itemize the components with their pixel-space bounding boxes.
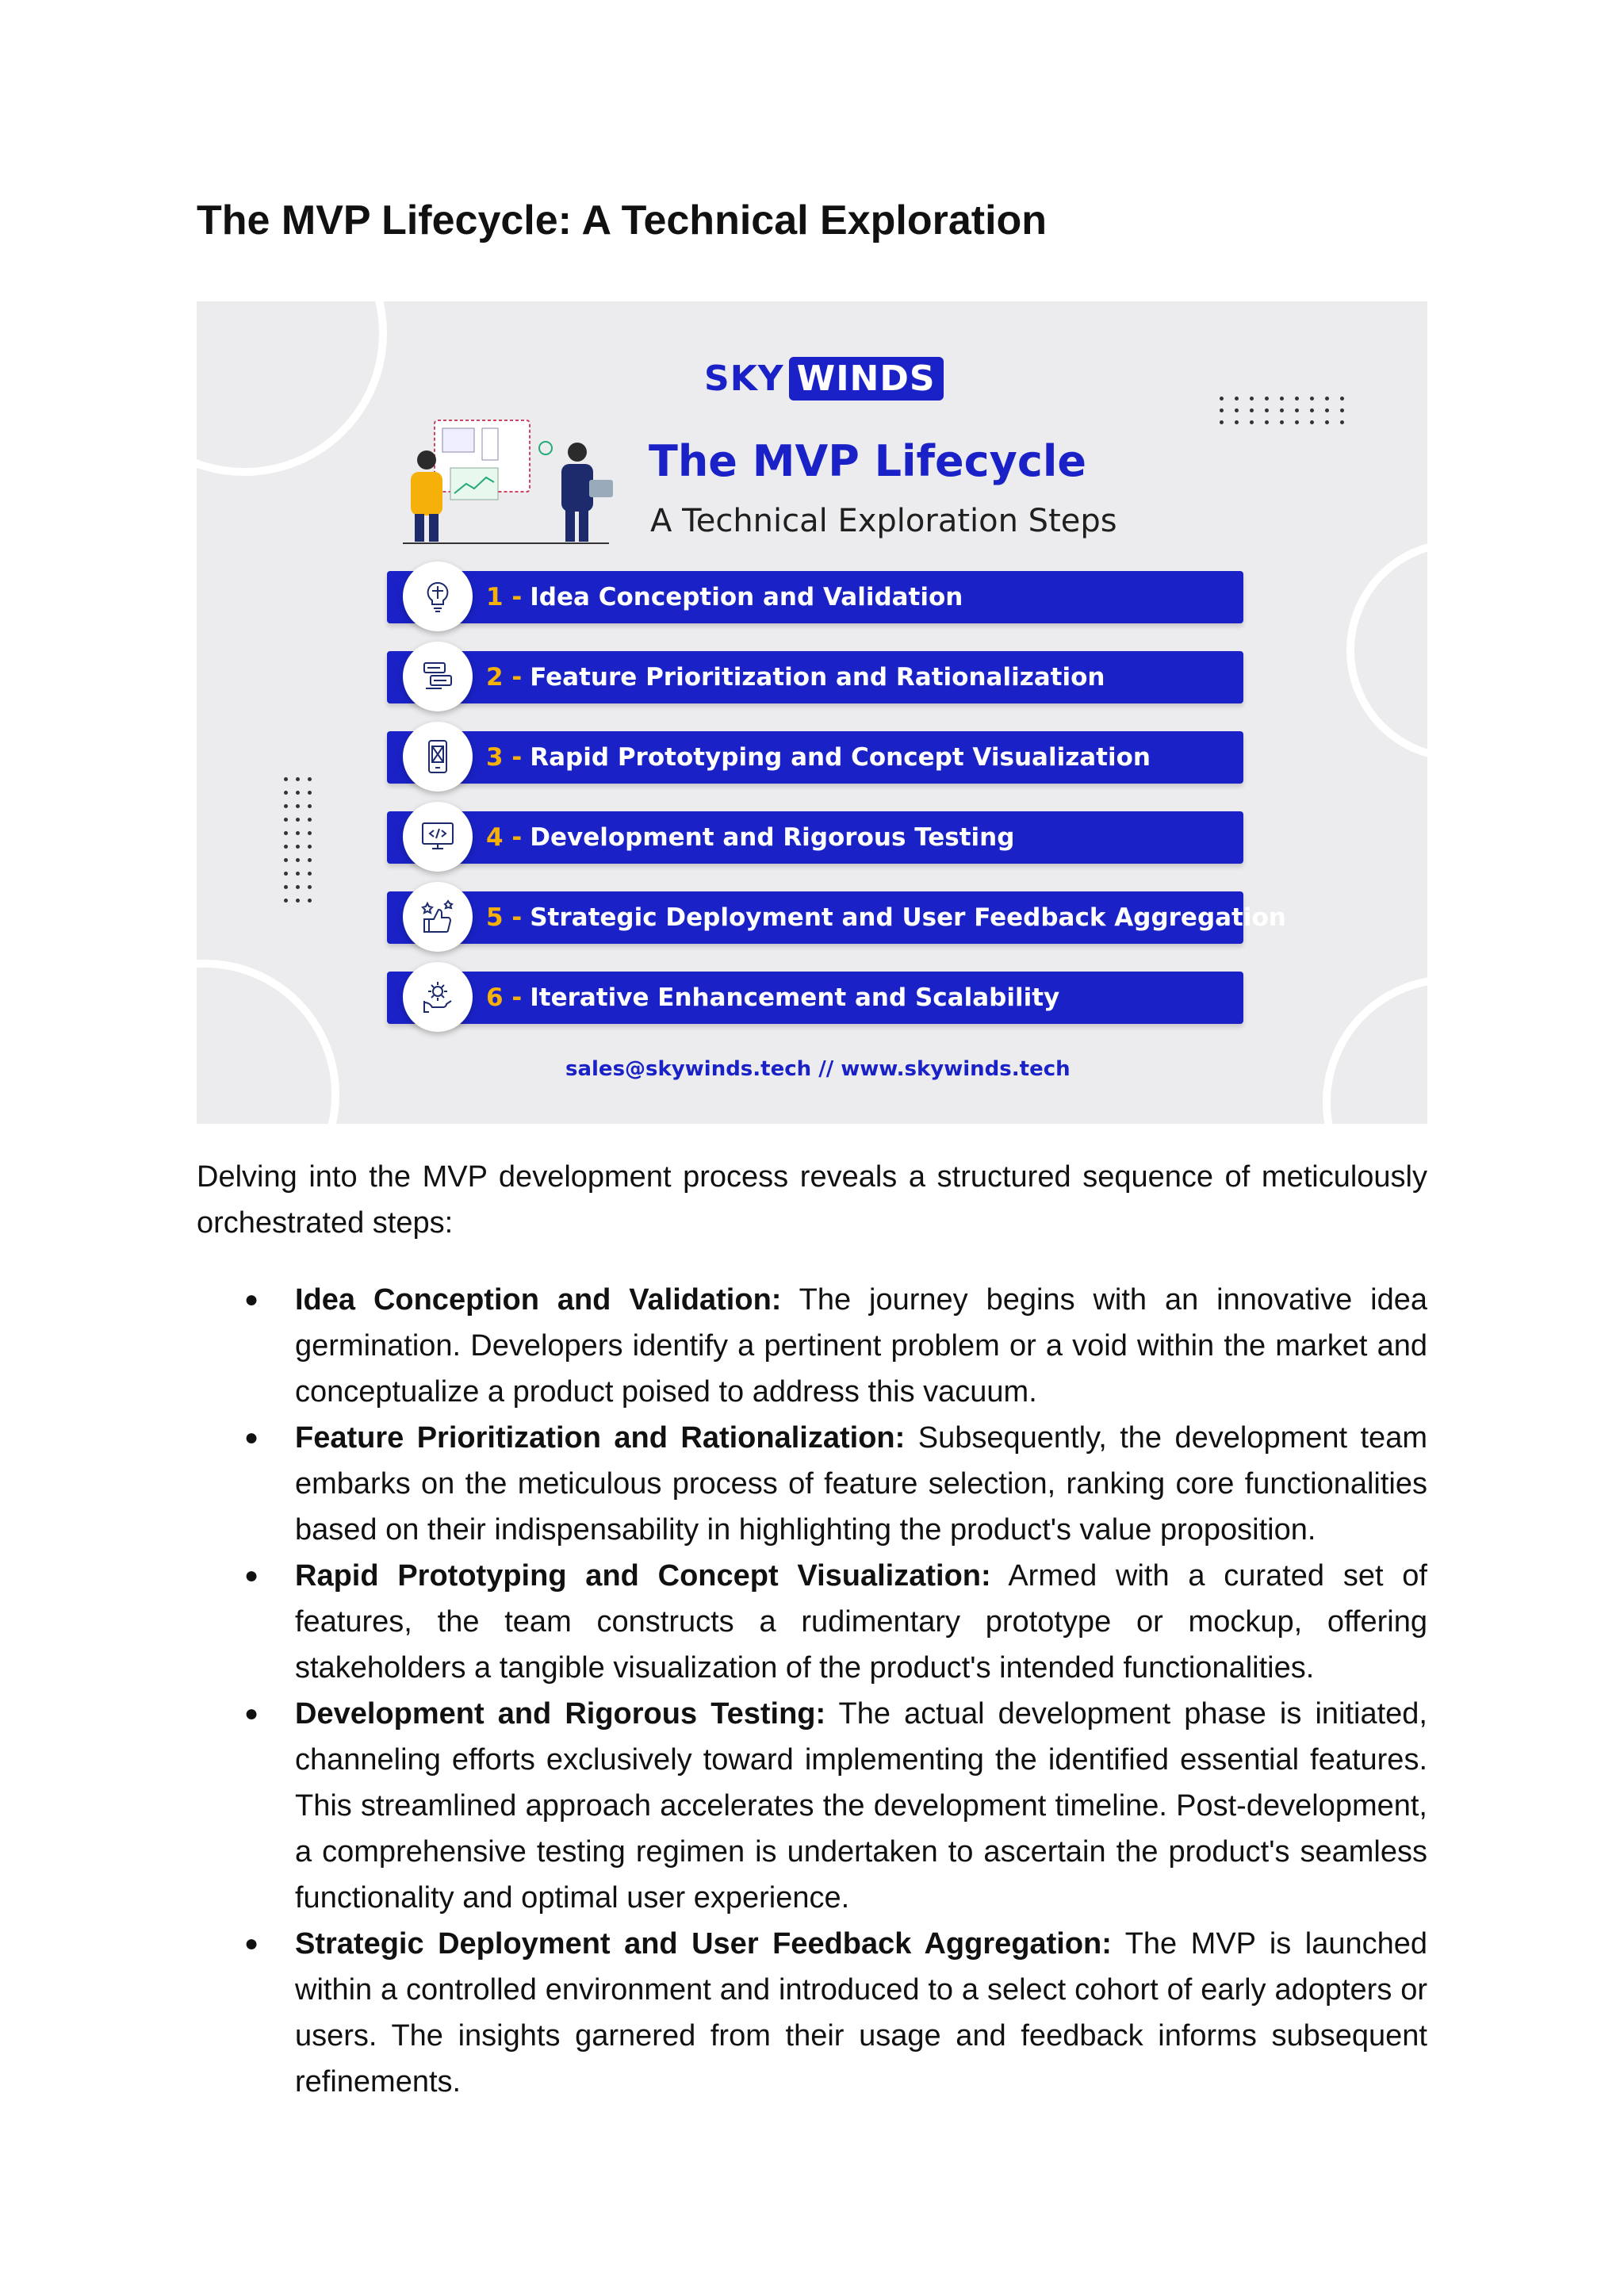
- step-item: [387, 891, 1286, 944]
- step-text: Feature Prioritization and Rationalization: [530, 663, 1105, 692]
- brain-bulb-icon: [403, 562, 473, 631]
- banner-subtitle: A Technical Exploration Steps: [650, 503, 1117, 539]
- list-item-heading: Feature Prioritization and Rationalization:: [295, 1421, 906, 1455]
- decorative-arc: [1346, 539, 1427, 761]
- steps-list: [387, 571, 1286, 1052]
- list-item-text: The actual development phase is initiated, channeling efforts exclusively toward implementing the identified essential features. This streamlined approach accelerates the development timeline. Post-development, a comprehensive testing regimen is undertaken to ascertain the product's seamless functionality and optimal user experience.: [295, 1697, 1427, 1915]
- list-item: [197, 1553, 1427, 1691]
- step-text: Strategic Deployment and User Feedback Aggregation: [530, 903, 1286, 932]
- decorative-arc: [1323, 976, 1427, 1124]
- step-label: [486, 571, 963, 623]
- step-text: Iterative Enhancement and Scalability: [530, 983, 1060, 1012]
- step-item: [387, 972, 1259, 1024]
- step-number: 1 -: [486, 583, 523, 611]
- step-number: 4 -: [486, 823, 523, 852]
- dot-grid-decoration: [1220, 397, 1344, 424]
- banner-title: The MVP Lifecycle: [649, 436, 1086, 486]
- decorative-arc: [197, 301, 387, 476]
- decorative-arc: [197, 960, 339, 1124]
- phone-wireframe-icon: [403, 722, 473, 792]
- list-item-text: The journey begins with an innovative idea germination. Developers identify a pertinent problem or a void within the market and conceptualize a product poised to address this vacuum.: [295, 1283, 1427, 1409]
- list-item: [197, 1415, 1427, 1553]
- step-item: [387, 811, 1259, 864]
- list-item-text: Armed with a curated set of features, the team constructs a rudimentary prototype or mockup, offering stakeholders a tangible visualization of the product's intended functionalities.: [295, 1559, 1427, 1685]
- list-item-heading: Idea Conception and Validation:: [295, 1283, 782, 1317]
- bullet-icon: ●: [244, 1562, 259, 1589]
- step-text: Idea Conception and Validation: [530, 583, 963, 611]
- list-item-text: Subsequently, the development team embarks on the meticulous process of feature selection, ranking core functionalities based on their indispensability in highlighting the product's value proposition.: [295, 1421, 1427, 1547]
- dot-grid-decoration: [284, 777, 312, 903]
- step-label: [486, 811, 1014, 864]
- step-number: 5 -: [486, 903, 523, 932]
- list-item: [197, 1921, 1427, 2105]
- step-item: [387, 731, 1259, 784]
- bullet-icon: ●: [244, 1286, 259, 1313]
- intro-paragraph: Delving into the MVP development process reveals a structured sequence of meticulously orchestrated steps:: [197, 1160, 1427, 1240]
- step-item: [387, 571, 1259, 623]
- step-label: [486, 972, 1059, 1024]
- thumbs-up-stars-icon: [403, 882, 473, 952]
- hand-gear-icon: [403, 962, 473, 1032]
- logo-sky-text: SKY: [704, 358, 784, 399]
- list-item-heading: Development and Rigorous Testing:: [295, 1697, 826, 1731]
- bullet-icon: ●: [244, 1930, 259, 1957]
- step-number: 2 -: [486, 663, 523, 692]
- step-item: [387, 651, 1259, 703]
- skywinds-logo: [704, 357, 944, 401]
- bullet-icon: ●: [244, 1700, 259, 1727]
- step-label: [486, 651, 1105, 703]
- list-item-heading: Strategic Deployment and User Feedback Aggregation:: [295, 1927, 1112, 1961]
- step-label: [486, 731, 1151, 784]
- logo-winds-text: WINDS: [789, 357, 944, 401]
- steps-description-list: [197, 1277, 1427, 2105]
- list-chat-icon: [403, 642, 473, 711]
- step-number: 6 -: [486, 983, 523, 1012]
- step-label: [486, 891, 1286, 944]
- step-text: Development and Rigorous Testing: [530, 823, 1015, 852]
- list-item-heading: Rapid Prototyping and Concept Visualization:: [295, 1559, 991, 1593]
- code-monitor-icon: [403, 802, 473, 872]
- list-item: [197, 1277, 1427, 1415]
- step-text: Rapid Prototyping and Concept Visualization: [530, 743, 1151, 772]
- list-item-text: The MVP is launched within a controlled environment and introduced to a select cohort of early adopters or users. The insights garnered from their usage and feedback informs subsequent refinements.: [295, 1927, 1427, 2099]
- bullet-icon: ●: [244, 1424, 259, 1451]
- step-number: 3 -: [486, 743, 523, 772]
- page-title: The MVP Lifecycle: A Technical Exploration: [197, 197, 1048, 243]
- mvp-lifecycle-banner: [197, 301, 1427, 1124]
- list-item: [197, 1691, 1427, 1921]
- contact-line: sales@skywinds.tech // www.skywinds.tech: [565, 1057, 1071, 1081]
- team-illustration: [395, 404, 617, 547]
